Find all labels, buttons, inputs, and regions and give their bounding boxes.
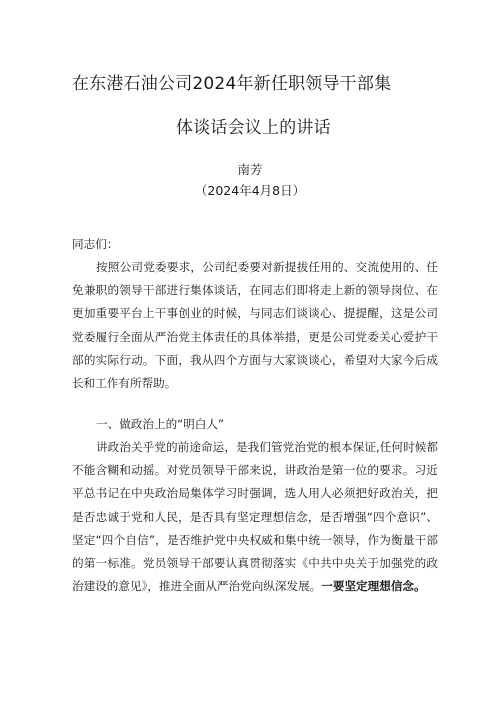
document-title-line-1: 在东港石油公司2024年新任职领导干部集 [72,74,392,94]
section-heading-1: 一、做政治上的“明白人” [96,417,224,431]
salutation: 同志们： [72,237,119,251]
document-title-line-2: 体谈话会议上的讲话 [176,118,331,138]
paragraph-intro: 按照公司党委要求，公司纪委要对新提拔任用的、交流使用的、任免兼职的领导干部进行集体谈话，在同志们即将走上新的领导岗位、在更加重要平台上干事创业的时候，与同志们谈谈心、提提醒，这是公司党委履行全面从严治党主体责任的具体举措，更是公司党委关心爱护干部的实际行动。下面，我从四个方面与大家谈谈心，希望对大家今后成长和工作有所帮助。 [72,260,438,391]
paragraph-section-1-bold: 一要坚定理想信念。 [321,579,426,594]
speech-date: （2024年4月8日） [194,183,306,198]
author-name: 南芳 [237,162,263,177]
paragraph-section-1-text: 讲政治关乎党的前途命运，是我们管党治党的根本保证,任何时候都不能含糊和动摇。对党员领导干部来说，讲政治是第一位的要求。习近平总书记在中央政治局集体学习时强调，选人用人必须把好政治关，把是否忠诚于党和人民，是否具有坚定理想信念，是否增强“四个意识”、坚定“四个自信”，是否维护党中央权威和集中统一领导，作为衡量干部的第一标准。党员领导干部要认真贯彻落实《中共中央关于加强党的政治建设的意见》，推进全面从严治党向纵深发展。 [72,440,438,594]
paragraph-section-1 [72,436,438,598]
